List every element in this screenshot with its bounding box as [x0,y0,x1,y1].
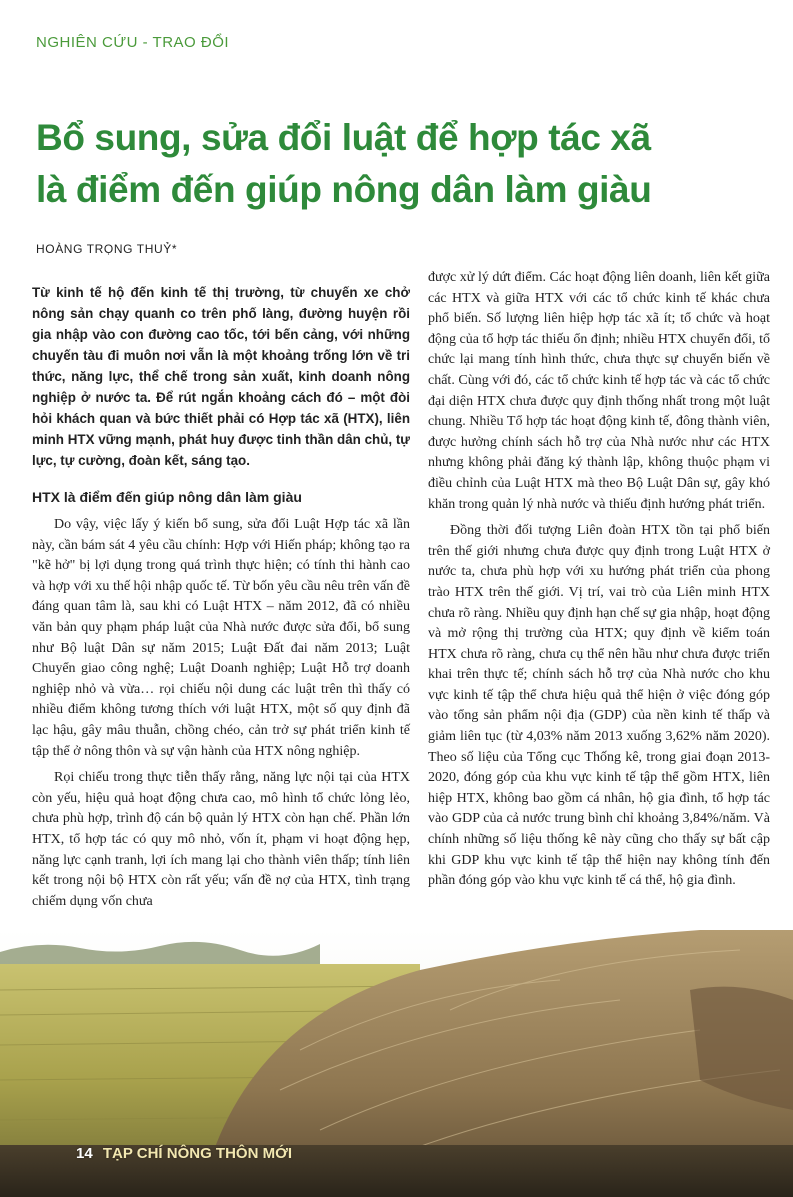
title-line-1: Bổ sung, sửa đổi luật để hợp tác xã [36,117,651,158]
section-label: NGHIÊN CỨU - TRAO ĐỔI [36,34,230,51]
lead-paragraph: Từ kinh tế hộ đến kinh tế thị trường, từ chuyến xe chở nông sản chạy quanh co trên phố làng, đường huyện rồi gia nhập vào con đường cao tốc, tới bến cảng, với những chuyến tàu đi muôn nơi vẫn là một khoảng trống lớn về tri thức, năng lực, thể chế trong sản xuất, kinh doanh nông nghiệp ở nước ta. Để rút ngắn khoảng cách đó – một đòi hỏi khách quan và bức thiết phải có Hợp tác xã (HTX), liên minh HTX vững mạnh, phát huy được tinh thần dân chủ, tự lực, tự cường, đoàn kết, sáng tạo. [32,285,410,468]
page-number: 14 [76,1145,93,1162]
author-byline: HOÀNG TRỌNG THUỶ* [36,242,178,256]
left-column [32,268,410,912]
body-paragraph: Do vậy, việc lấy ý kiến bổ sung, sửa đổi Luật Hợp tác xã lần này, cần bám sát 4 yêu cầu chính: Hợp với Hiến pháp; không tạo ra "kẽ hở" bị lợi dụng trong quá trình thực hiện; có tính thi hành cao và hợp với xu thế hội nhập quốc tế. Từ bốn yêu cầu nêu trên vấn đề đáng quan tâm là, sau khi có Luật HTX – năm 2012, đã có nhiều văn bản quy phạm pháp luật của Nhà nước được sửa đổi, bổ sung như Bộ luật Dân sự năm 2015; Luật Đất đai năm 2013; Luật Chuyển giao công nghệ; Luật Doanh nghiệp; Luật Hỗ trợ doanh nghiệp nhỏ và vừa… rọi chiếu nội dung các luật trên thì thấy có nhiều điểm không tương thích với luật HTX, một số quy định đã lạc hậu, gây mâu thuẫn, chồng chéo, cản trở sự phát triển kinh tế tập thể ở nông thôn và sự vận hành của HTX nông nghiệp. [32,517,410,759]
body-paragraph: Rọi chiếu trong thực tiễn thấy rằng, năng lực nội tại của HTX còn yếu, hiệu quả hoạt động chưa cao, mô hình tổ chức lỏng lẻo, chưa phù hợp, trình độ cán bộ quản lý HTX còn hạn chế. Phần lớn HTX, tổ hợp tác có quy mô nhỏ, vốn ít, phạm vi hoạt động hẹp, năng lực cạnh tranh, lợi ích mang lại cho thành viên thấp; tính liên kết trong nội bộ HTX còn rất yếu; vấn đề nợ của HTX, tình trạng chiếm dụng vốn chưa [32,770,410,909]
title-line-2: là điểm đến giúp nông dân làm giàu [36,169,652,210]
magazine-name: TẠP CHÍ NÔNG THÔN MỚI [102,1145,293,1162]
body-paragraph: được xử lý dứt điểm. Các hoạt động liên doanh, liên kết giữa các HTX và giữa HTX với các tổ chức kinh tế khác chưa phổ biến. Số lượng liên hiệp hợp tác xã ít; tổ chức và hoạt động của tổ hợp tác thiếu ổn định; nhiều HTX chuyển đổi, tổ chức lại mang tính hình thức, chưa thực sự chuyển biến về chất. Cùng với đó, các tổ chức kinh tế hợp tác và các tổ chức đại diện HTX chưa được quy định thống nhất trong một luật chung. Nhiều Tổ hợp tác hoạt động kinh tế, đông thành viên, được hưởng chính sách hỗ trợ của Nhà nước như các HTX nhưng không phải đăng ký thành lập, không thuộc phạm vi điều chỉnh của Luật HTX mà theo Bộ Luật Dân sự, gây khó khăn trong quản lý nhà nước và thiếu định hướng phát triển. [428,270,770,512]
subheading: HTX là điểm đến giúp nông dân làm giàu [32,489,302,505]
page-footer [76,1145,292,1162]
article-title [36,112,766,216]
body-paragraph: Đồng thời đối tượng Liên đoàn HTX tồn tại phổ biến trên thế giới nhưng chưa được quy định trong Luật HTX ở nước ta, chưa phù hợp với xu hướng phát triển của phong trào HTX trên thế giới. Vị trí, vai trò của Liên minh HTX chưa rõ ràng. Nhiều quy định hạn chế sự gia nhập, hoạt động và mở rộng thị trường của HTX; quy định về kiểm toán HTX chưa rõ ràng, chưa cụ thể nên hầu như chưa được triển khai trên thực tế; chính sách hỗ trợ của Nhà nước cho khu vực kinh tế tập thể chưa hiệu quả thể hiện ở việc đóng góp vào tổng sản phẩm nội địa (GDP) của nền kinh tế thấp và giảm liên tục (từ 4,03% năm 2013 xuống 3,62% năm 2020). Theo số liệu của Tổng cục Thống kê, trong giai đoạn 2013-2020, đóng góp của khu vực kinh tế tập thể gồm HTX, liên hiệp HTX, không bao gồm cá nhân, hộ gia đình, tổ hợp tác vào GDP của cả nước trung bình chỉ khoảng 3,84%/năm. Và chính những số liệu thống kê này cũng cho thấy sự bất cập khi GDP khu vực kinh tế tập thể hiện nay không tính đến phần đóng góp vào khu vực kinh tế cá thể, hộ gia đình. [428,523,770,889]
right-column [428,268,770,892]
